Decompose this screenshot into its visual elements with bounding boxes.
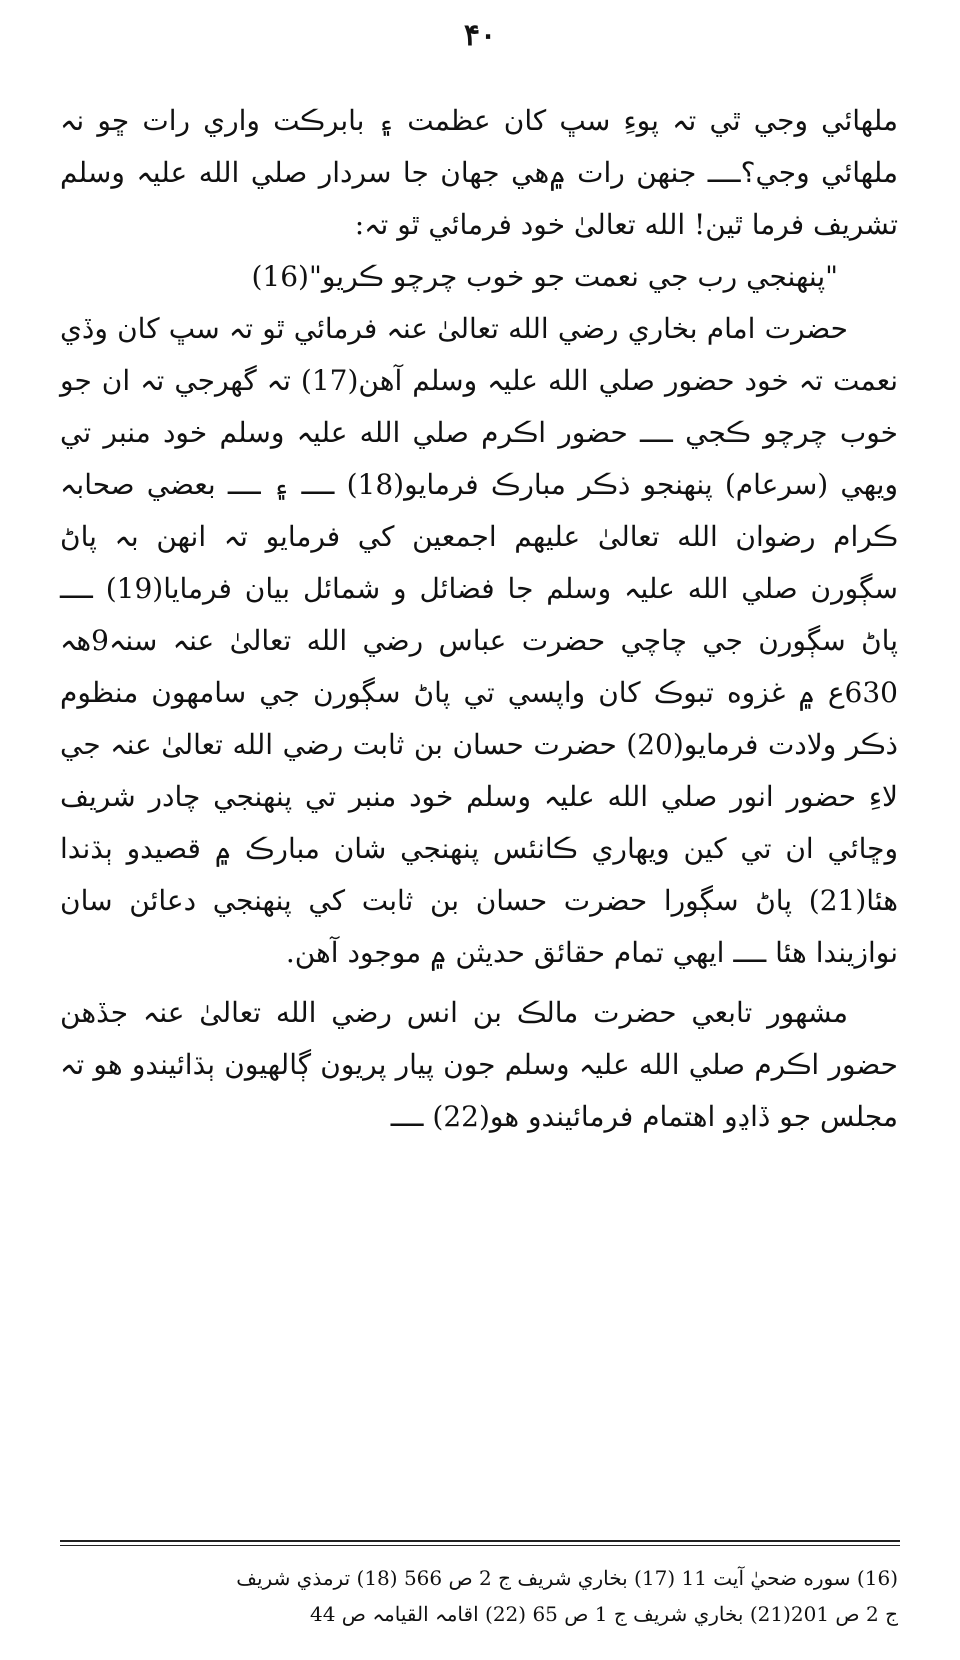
footnote-divider xyxy=(60,1540,900,1546)
footnote-line-1: (16) سوره ضحيٰ آيت 11 (17) بخاري شريف ج 2 ص 566 (18) ترمذي شريف xyxy=(236,1566,898,1590)
paragraph-3: حضرت امام بخاري رضي الله تعالىٰ عنہ فرمائي ٿو تہ سڀ کان وڏي نعمت تہ خود حضور صلي الله عليہ وسلم آهن(17) تہ گهرجي تہ ان جو خوب چرچو ڪجي ــــ حضور اڪرم صلي الله عليہ وسلم خود منبر تي ويهي (سرعام) پنهنجو ذڪر مبارڪ فرمايو(18) ــــ ۽ ــــ بعضي صحابہ ڪرام رضوان الله تعالىٰ عليهم اجمعين کي فرمايو تہ انهن بہ پاڻ سڳورن صلي الله عليہ وسلم جا فضائل و شمائل بيان فرمايا(19) ــــ پاڻ سڳورن جي چاچي حضرت عباس رضي الله تعالىٰ عنہ سنہ9هہ 630ع ۾ غزوه تبوڪ کان واپسي تي پاڻ سڳورن جي سامهون منظوم ذڪر ولادت فرمايو(20) حضرت حسان بن ثابت رضي الله تعالىٰ عنہ جي لاءِ حضور انور صلي الله عليہ وسلم خود منبر تي پنهنجي چادر شريف وڇائي ان تي کين ويهاري ڪانئس پنهنجي شان مبارڪ ۾ قصيدو ٻڌندا هئا(21) پاڻ سڳورا حضرت حسان بن ثابت کي پنهنجي دعائن سان نوازيندا هئا ــــ ايهي تمام حقائق حديثن ۾ موجود آهن. xyxy=(60,312,899,969)
paragraph-1: ملهائي وجي ٿي تہ پوءِ سڀ کان عظمت ۽ بابرڪت واري رات ڇو نہ ملهائي وجي؟ــــ جنهن رات ۾هي جهان جا سردار صلي الله عليہ وسلم تشريف فرما ٿين! الله تعالىٰ خود فرمائي ٿو تہ: xyxy=(60,104,898,241)
body-text xyxy=(60,95,898,1143)
paragraph-quote: "پنهنجي رب جي نعمت جو خوب چرچو ڪريو"(16) xyxy=(251,260,838,293)
footnotes xyxy=(60,1560,898,1632)
page-number: ۴۰ xyxy=(463,18,497,53)
paragraph-4: مشهور تابعي حضرت مالڪ بن انس رضي الله تعالىٰ عنہ جڏهن حضور اڪرم صلي الله عليہ وسلم جون پيار پريون ڳالهيون ٻڌائيندو هو تہ مجلس جو ڏاڍو اهتمام فرمائيندو هو(22) ــــ xyxy=(60,996,898,1133)
footnote-line-2: ج 2 ص 201(21) بخاري شريف ج 1 ص 65 (22) اقامہ القيامہ ص 44 xyxy=(309,1602,898,1626)
